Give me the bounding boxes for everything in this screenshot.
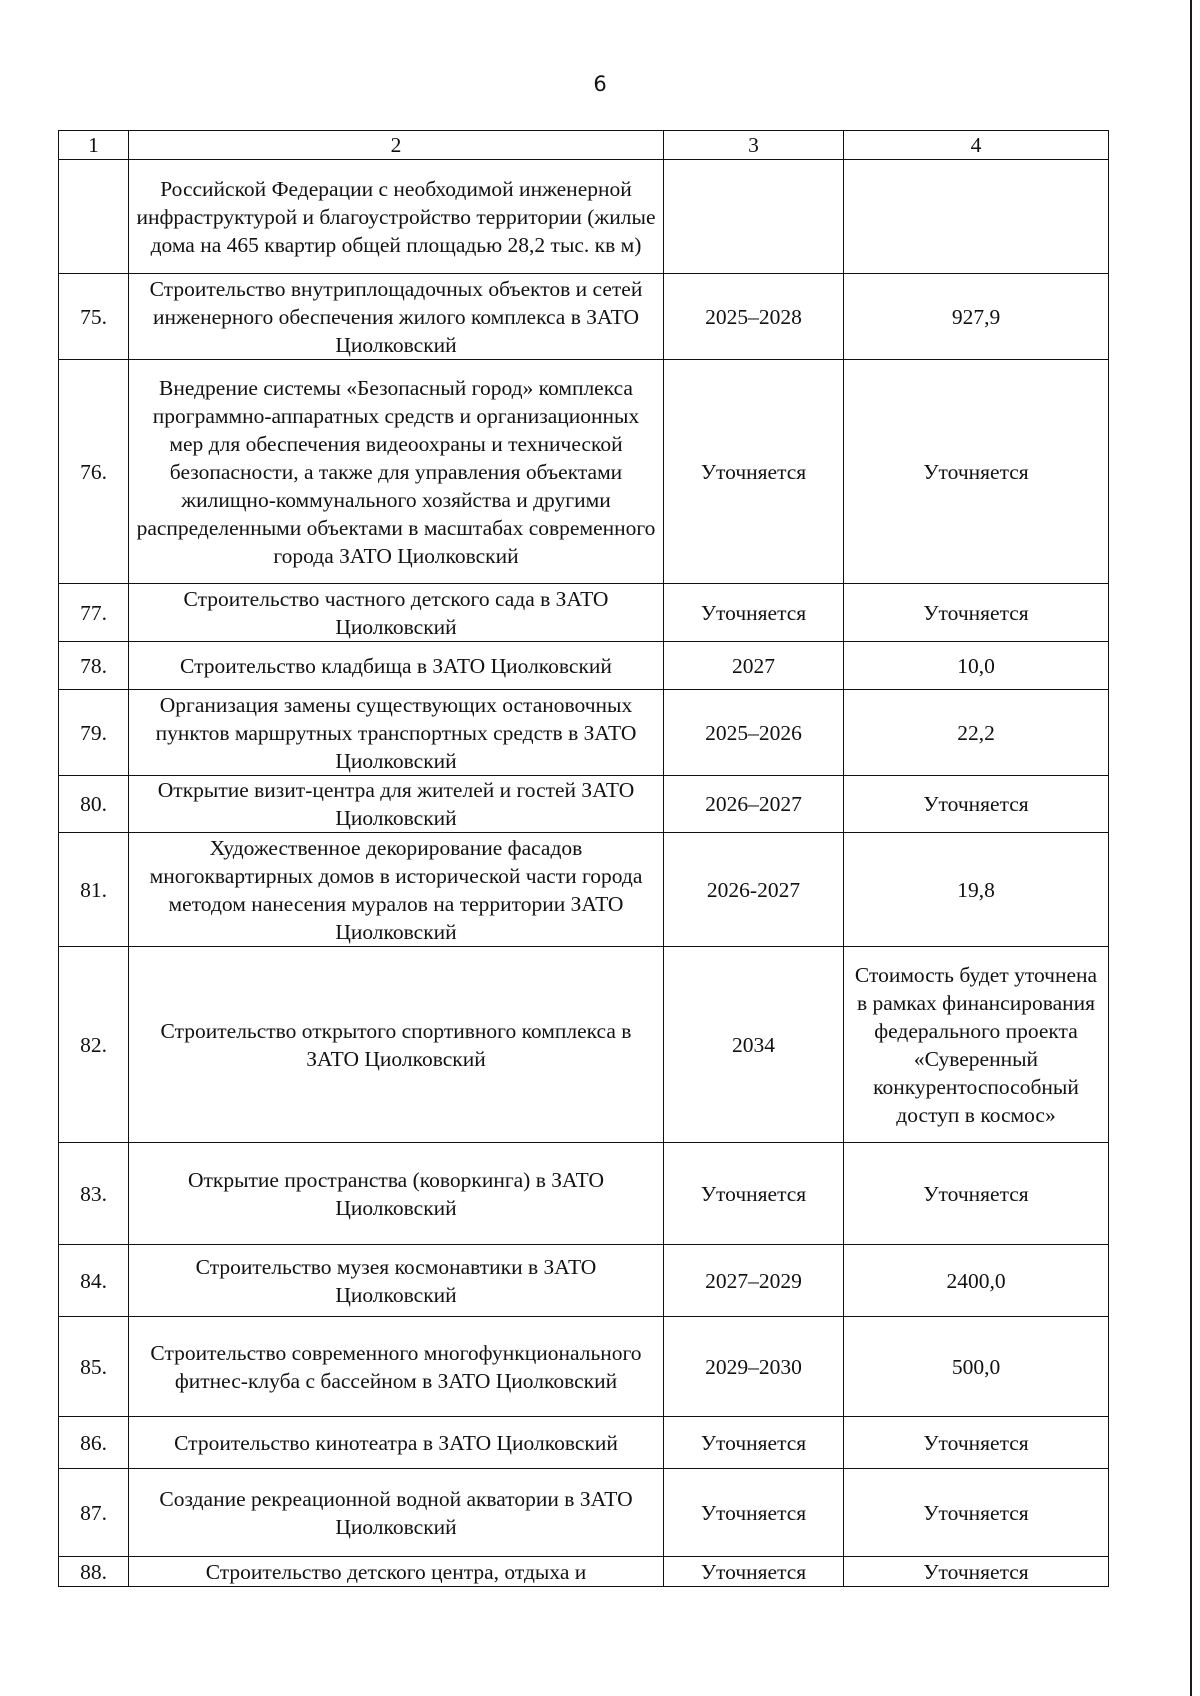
cost-cell: 927,9 [844,274,1109,360]
measure-name-cell: Строительство открытого спортивного комплекса в ЗАТО Циолковский [129,947,664,1143]
cost-cell: Уточняется [844,584,1109,642]
measure-name-cell: Строительство современного многофункционального фитнес-клуба с бассейном в ЗАТО Циолковский [129,1317,664,1417]
header-cell: 1 [59,131,129,160]
row-number-cell [59,160,129,274]
cost-cell: Уточняется [844,1557,1109,1587]
cost-cell: 22,2 [844,690,1109,776]
header-row [59,131,1109,160]
row-number-cell: 88. [59,1557,129,1587]
measure-name-cell: Художественное декорирование фасадов многоквартирных домов в исторической части города методом нанесения муралов на территории ЗАТО Циолковский [129,833,664,947]
table-row [59,947,1109,1143]
period-cell [664,160,844,274]
measure-name-cell: Строительство внутриплощадочных объектов и сетей инженерного обеспечения жилого комплекса в ЗАТО Циолковский [129,274,664,360]
measure-name-cell: Российской Федерации с необходимой инженерной инфраструктурой и благоустройство территории (жилые дома на 465 квартир общей площадью 28,2 тыс. кв м) [129,160,664,274]
cost-cell: Уточняется [844,776,1109,833]
period-cell: 2027 [664,642,844,690]
table-row [59,690,1109,776]
period-cell: Уточняется [664,360,844,584]
period-cell: Уточняется [664,1557,844,1587]
measure-name-cell: Строительство частного детского сада в ЗАТО Циолковский [129,584,664,642]
measure-name-cell: Открытие пространства (коворкинга) в ЗАТО Циолковский [129,1143,664,1245]
table-row [59,1245,1109,1317]
page-number: 6 [593,72,607,96]
period-cell: 2029–2030 [664,1317,844,1417]
measure-name-cell: Строительство детского центра, отдыха и [129,1557,664,1587]
table-row [59,1317,1109,1417]
table-row [59,1417,1109,1469]
row-number-cell: 83. [59,1143,129,1245]
measures-table [58,130,1109,1587]
cost-cell: 10,0 [844,642,1109,690]
cost-cell: 500,0 [844,1317,1109,1417]
cost-cell [844,160,1109,274]
period-cell: 2025–2026 [664,690,844,776]
table-row [59,1143,1109,1245]
table-row [59,360,1109,584]
table-row [59,642,1109,690]
table-row [59,160,1109,274]
measure-name-cell: Строительство кладбища в ЗАТО Циолковский [129,642,664,690]
header-cell: 4 [844,131,1109,160]
period-cell: 2025–2028 [664,274,844,360]
period-cell: Уточняется [664,1143,844,1245]
scan-edge [1190,0,1192,1696]
period-cell: 2026-2027 [664,833,844,947]
table-row [59,274,1109,360]
period-cell: 2027–2029 [664,1245,844,1317]
cost-cell: Уточняется [844,360,1109,584]
table-row [59,776,1109,833]
header-cell: 3 [664,131,844,160]
period-cell: Уточняется [664,1417,844,1469]
measure-name-cell: Строительство кинотеатра в ЗАТО Циолковский [129,1417,664,1469]
row-number-cell: 77. [59,584,129,642]
measure-name-cell: Организация замены существующих остановочных пунктов маршрутных транспортных средств в ЗАТО Циолковский [129,690,664,776]
period-cell: 2034 [664,947,844,1143]
cost-cell: Уточняется [844,1469,1109,1557]
row-number-cell: 79. [59,690,129,776]
period-cell: 2026–2027 [664,776,844,833]
row-number-cell: 85. [59,1317,129,1417]
row-number-cell: 76. [59,360,129,584]
measure-name-cell: Создание рекреационной водной акватории в ЗАТО Циолковский [129,1469,664,1557]
row-number-cell: 81. [59,833,129,947]
table-row [59,1469,1109,1557]
cost-cell: Уточняется [844,1143,1109,1245]
row-number-cell: 82. [59,947,129,1143]
measure-name-cell: Строительство музея космонавтики в ЗАТО Циолковский [129,1245,664,1317]
row-number-cell: 75. [59,274,129,360]
measure-name-cell: Открытие визит-центра для жителей и гостей ЗАТО Циолковский [129,776,664,833]
cost-cell: 2400,0 [844,1245,1109,1317]
period-cell: Уточняется [664,1469,844,1557]
header-cell: 2 [129,131,664,160]
row-number-cell: 78. [59,642,129,690]
row-number-cell: 87. [59,1469,129,1557]
measure-name-cell: Внедрение системы «Безопасный город» комплекса программно-аппаратных средств и организационных мер для обеспечения видеоохраны и технической безопасности, а также для управления объектами жилищно-коммунального хозяйства и другими распределенными объектами в масштабах современного города ЗАТО Циолковский [129,360,664,584]
cost-cell: 19,8 [844,833,1109,947]
row-number-cell: 80. [59,776,129,833]
row-number-cell: 86. [59,1417,129,1469]
period-cell: Уточняется [664,584,844,642]
table-row [59,1557,1109,1587]
cost-cell: Стоимость будет уточнена в рамках финансирования федерального проекта «Суверенный конкурентоспособный доступ в космос» [844,947,1109,1143]
row-number-cell: 84. [59,1245,129,1317]
table-row [59,833,1109,947]
table-row [59,584,1109,642]
cost-cell: Уточняется [844,1417,1109,1469]
